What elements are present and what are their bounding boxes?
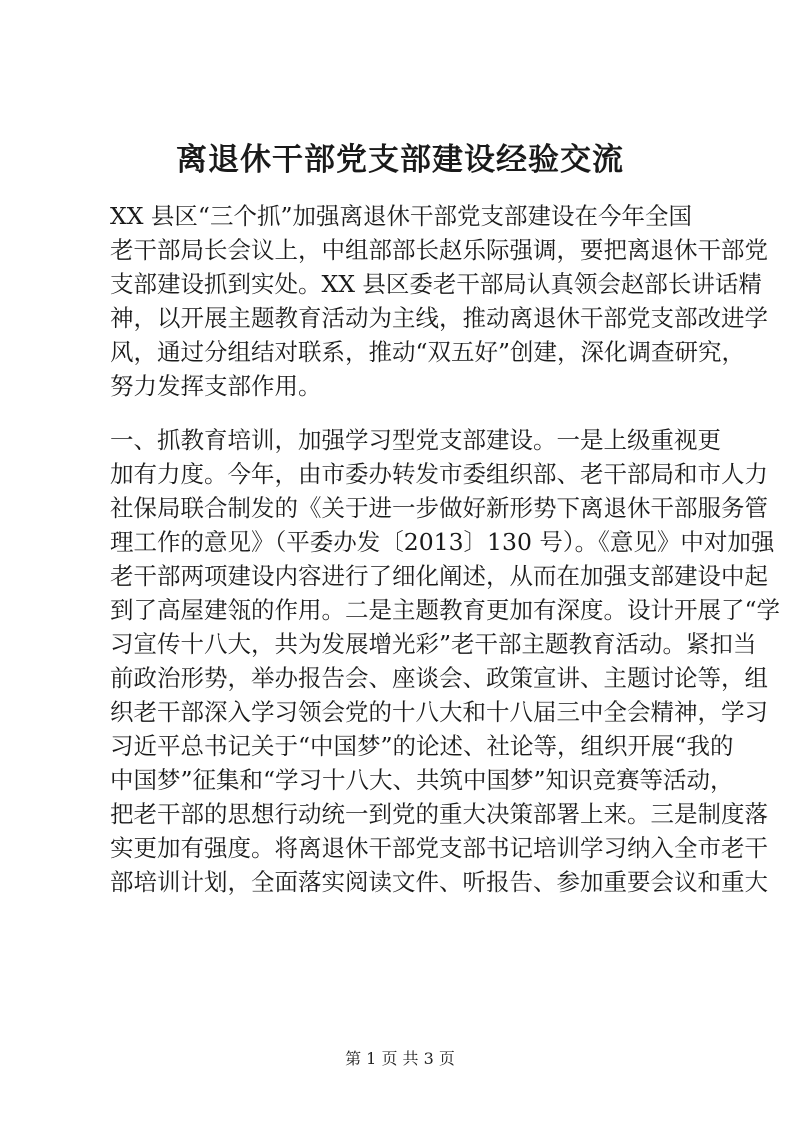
body-line: 一、抓教育培训，加强学习型党支部建设。一是上级重视更 (110, 426, 721, 454)
body-line: 中国梦”征集和“学习十八大、共筑中国梦”知识竞赛等活动， (110, 766, 734, 794)
body-line: 老干部局长会议上，中组部部长赵乐际强调，要把离退休干部党 (110, 236, 768, 264)
document-title: 离退休干部党支部建设经验交流 (176, 142, 624, 178)
body-line: 把老干部的思想行动统一到党的重大决策部署上来。三是制度落 (110, 800, 768, 828)
body-line: 风，通过分组结对联系，推动“双五好”创建，深化调查研究， (110, 338, 746, 366)
body-line: 加有力度。今年，由市委办转发市委组织部、老干部局和市人力 (110, 460, 768, 488)
body-line: 习近平总书记关于“中国梦”的论述、社论等，组织开展“我的 (110, 732, 734, 760)
body-line: 到了高屋建瓴的作用。二是主题教育更加有深度。设计开展了“学 (110, 596, 781, 624)
body-line: 老干部两项建设内容进行了细化阐述，从而在加强支部建设中起 (110, 562, 768, 590)
body-line: 习宣传十八大，共为发展增光彩”老干部主题教育活动。紧扣当 (110, 630, 757, 658)
body-line: 理工作的意见》（平委办发〔2013〕130 号）。《意见》中对加强 (110, 528, 775, 556)
body-line: 部培训计划，全面落实阅读文件、听报告、参加重要会议和重大 (110, 868, 768, 896)
body-line: 前政治形势，举办报告会、座谈会、政策宣讲、主题讨论等，组 (110, 664, 768, 692)
body-line: XX 县区“三个抓”加强离退休干部党支部建设在今年全国 (110, 202, 692, 230)
body-line: 织老干部深入学习领会党的十八大和十八届三中全会精神，学习 (110, 698, 768, 726)
body-line: 实更加有强度。将离退休干部党支部书记培训学习纳入全市老干 (110, 834, 768, 862)
body-line: 神，以开展主题教育活动为主线，推动离退休干部党支部改进学 (110, 304, 768, 332)
body-line: 努力发挥支部作用。 (110, 372, 322, 400)
body-line: 社保局联合制发的《关于进一步做好新形势下离退休干部服务管 (110, 494, 768, 522)
body-line: 支部建设抓到实处。XX 县区委老干部局认真领会赵部长讲话精 (110, 270, 762, 298)
page-number: 第 1 页 共 3 页 (345, 1049, 455, 1068)
